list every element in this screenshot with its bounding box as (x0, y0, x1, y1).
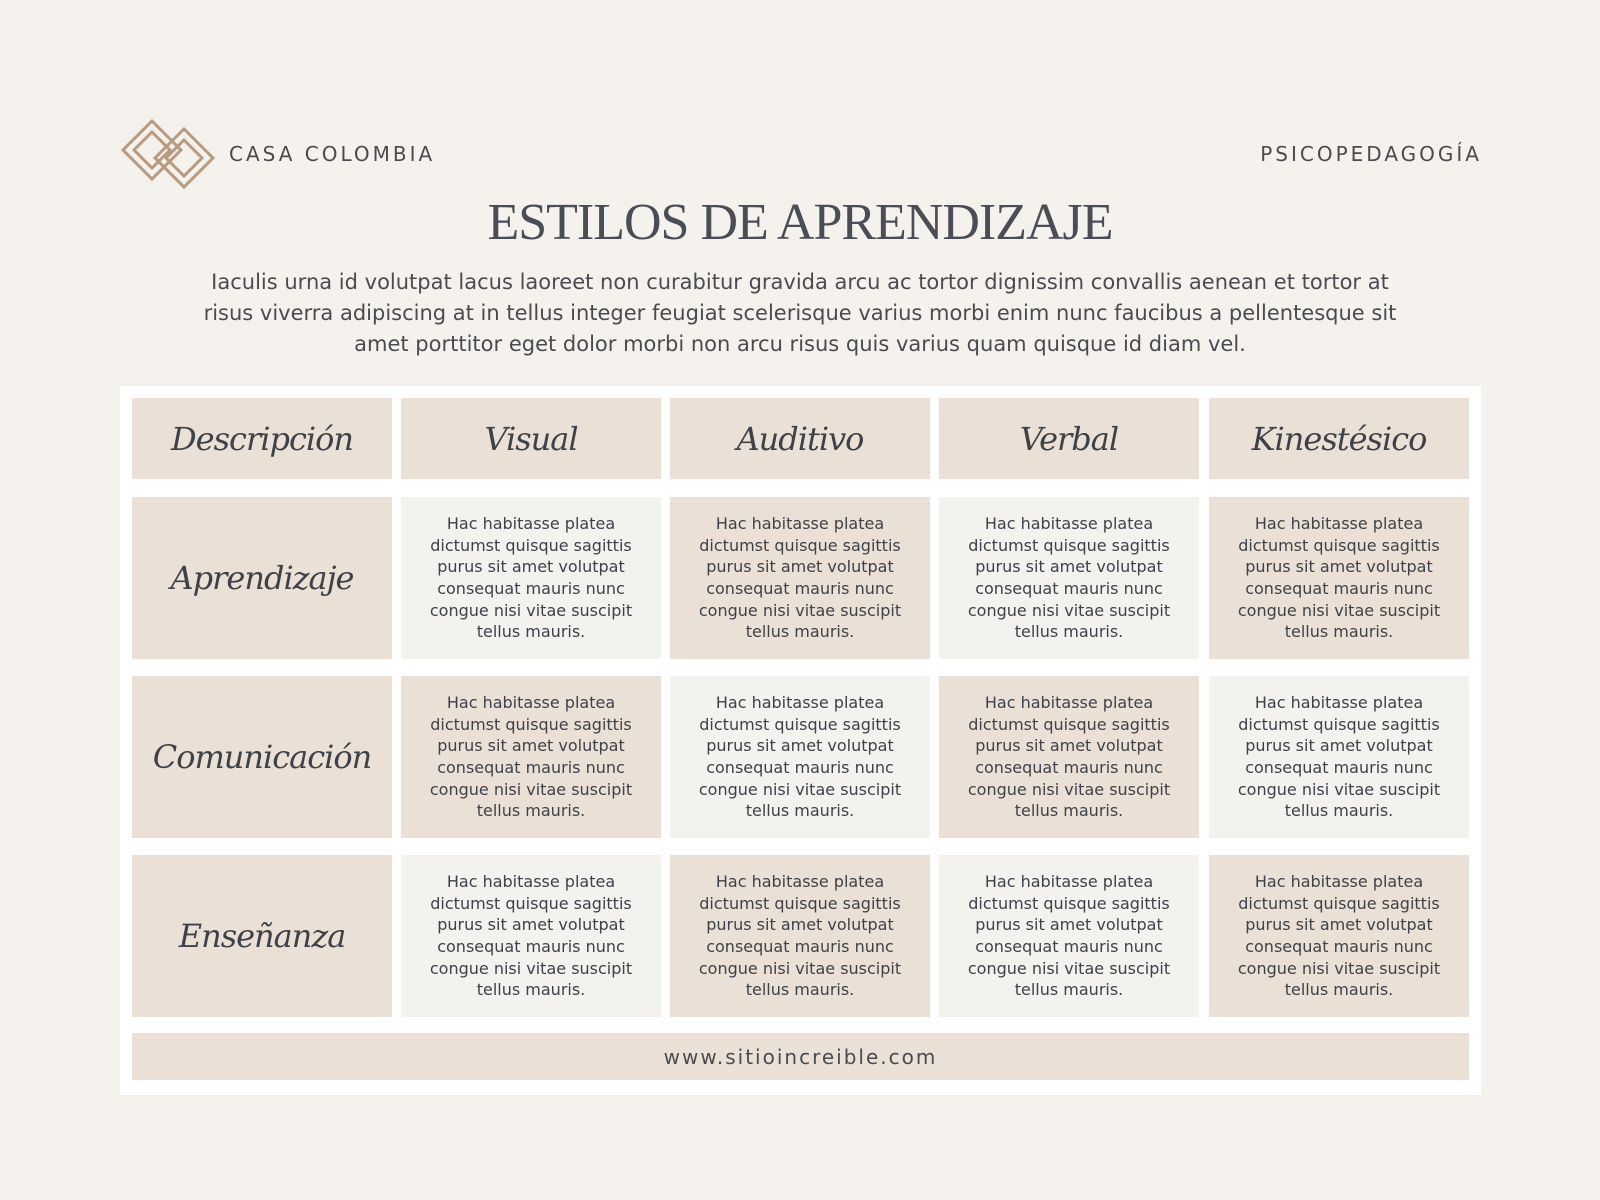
table-cell: Hac habitasse platea dictumst quisque sagittis purus sit amet volutpat consequat mauris nunc congue nisi vitae suscipit tellus mauris. (939, 497, 1199, 659)
table-cell: Hac habitasse platea dictumst quisque sagittis purus sit amet volutpat consequat mauris nunc congue nisi vitae suscipit tellus mauris. (939, 855, 1199, 1017)
page-title: ESTILOS DE APRENDIZAJE (487, 194, 1113, 251)
table-cell: Hac habitasse platea dictumst quisque sagittis purus sit amet volutpat consequat mauris nunc congue nisi vitae suscipit tellus mauris. (939, 676, 1199, 838)
table-cell: Hac habitasse platea dictumst quisque sagittis purus sit amet volutpat consequat mauris nunc congue nisi vitae suscipit tellus mauris. (670, 676, 930, 838)
column-header-auditivo: Auditivo (670, 398, 930, 479)
table-cell: Hac habitasse platea dictumst quisque sagittis purus sit amet volutpat consequat mauris nunc congue nisi vitae suscipit tellus mauris. (401, 497, 661, 659)
brand-name: CASA COLOMBIA (229, 142, 436, 166)
row-label-aprendizaje: Aprendizaje (132, 497, 392, 659)
table-cell: Hac habitasse platea dictumst quisque sagittis purus sit amet volutpat consequat mauris nunc congue nisi vitae suscipit tellus mauris. (1209, 497, 1469, 659)
website-url: www.sitioincreible.com (132, 1033, 1469, 1080)
table-cell: Hac habitasse platea dictumst quisque sagittis purus sit amet volutpat consequat mauris nunc congue nisi vitae suscipit tellus mauris. (401, 676, 661, 838)
category-label: PSICOPEDAGOGÍA (1260, 142, 1482, 166)
table-cell: Hac habitasse platea dictumst quisque sagittis purus sit amet volutpat consequat mauris nunc congue nisi vitae suscipit tellus mauris. (1209, 676, 1469, 838)
column-header-verbal: Verbal (939, 398, 1199, 479)
row-label-ensenanza: Enseñanza (132, 855, 392, 1017)
table-cell: Hac habitasse platea dictumst quisque sagittis purus sit amet volutpat consequat mauris nunc congue nisi vitae suscipit tellus mauris. (1209, 855, 1469, 1017)
table-cell: Hac habitasse platea dictumst quisque sagittis purus sit amet volutpat consequat mauris nunc congue nisi vitae suscipit tellus mauris. (670, 497, 930, 659)
interlocking-diamonds-logo-icon (120, 118, 216, 190)
table-cell: Hac habitasse platea dictumst quisque sagittis purus sit amet volutpat consequat mauris nunc congue nisi vitae suscipit tellus mauris. (670, 855, 930, 1017)
learning-styles-table (120, 386, 1481, 1095)
column-header-visual: Visual (401, 398, 661, 479)
column-header-kinestesico: Kinestésico (1209, 398, 1469, 479)
intro-paragraph: Iaculis urna id volutpat lacus laoreet non curabitur gravida arcu ac tortor dignissim convallis aenean et tortor at risus viverra adipiscing at in tellus integer feugiat scelerisque varius morbi enim nunc faucibus a pellentesque sit amet porttitor eget dolor morbi non arcu risus quis varius quam quisque id diam vel. (203, 270, 1397, 356)
column-header-descripcion: Descripción (132, 398, 392, 479)
row-label-comunicacion: Comunicación (132, 676, 392, 838)
table-cell: Hac habitasse platea dictumst quisque sagittis purus sit amet volutpat consequat mauris nunc congue nisi vitae suscipit tellus mauris. (401, 855, 661, 1017)
